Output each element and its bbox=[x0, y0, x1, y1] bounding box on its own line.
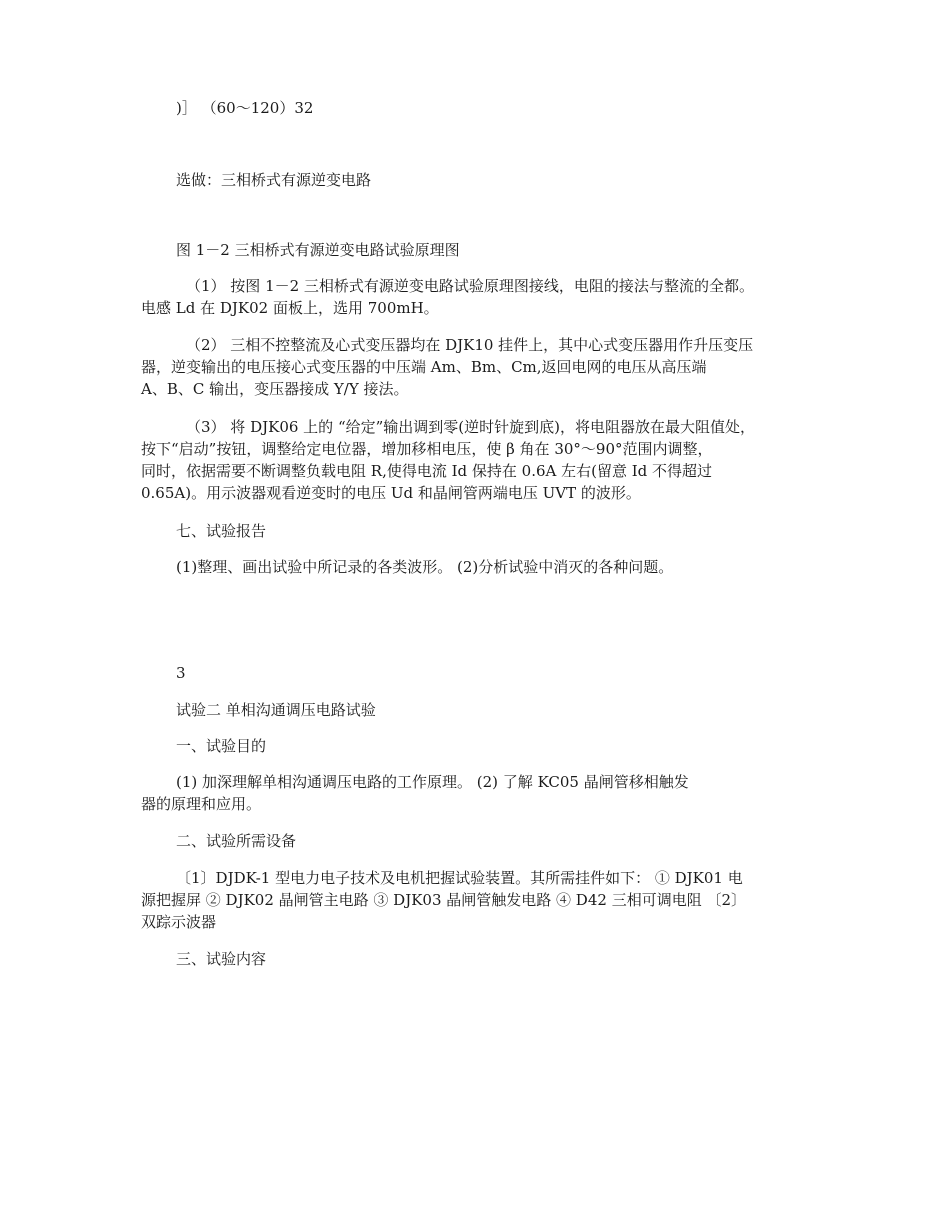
section7-heading: 七、试验报告 bbox=[176, 522, 267, 540]
step3-line1: （3） 将 DJK06 上的 “给定”输出调到零(逆时针旋到底)，将电阻器放在最大阻值处， bbox=[186, 418, 755, 436]
step1-line2: 电感 Ld 在 DJK02 面板上，选用 700mH。 bbox=[141, 299, 439, 317]
step2-line2: 器，逆变输出的电压接心式变压器的中压端 Am、Bm、Cm,返回电网的电压从高压端 bbox=[141, 358, 707, 376]
exp2-section2-line2: 源把握屏 ② DJK02 晶闸管主电路 ③ DJK03 晶闸管触发电路 ④ D42 三相可调电阻 〔2〕 bbox=[141, 891, 747, 909]
step3-line4: 0.65A)。用示波器观看逆变时的电压 Ud 和晶闸管两端电压 UVT 的波形。 bbox=[141, 484, 641, 502]
step3-line3: 同时，依据需要不断调整负载电阻 R,使得电流 Id 保持在 0.6A 左右(留意 Id 不得超过 bbox=[141, 462, 713, 480]
exp2-section2-line1: 〔1〕DJDK-1 型电力电子技术及电机把握试验装置。其所需挂件如下： ① DJK01 电 bbox=[176, 869, 743, 887]
page-number: 3 bbox=[176, 664, 186, 682]
ranges-line: )］ （60～120）32 bbox=[176, 99, 314, 117]
exp2-section3-heading: 三、试验内容 bbox=[176, 950, 267, 968]
optional-title: 选做：三相桥式有源逆变电路 bbox=[176, 171, 372, 189]
step2-line3: A、B、C 输出，变压器接成 Y/Y 接法。 bbox=[141, 380, 409, 398]
exp2-section1-line1: (1) 加深理解单相沟通调压电路的工作原理。 (2) 了解 KC05 晶闸管移相触发 bbox=[176, 773, 689, 791]
exp2-section1-heading: 一、试验目的 bbox=[176, 737, 267, 755]
exp2-section1-line2: 器的原理和应用。 bbox=[141, 795, 262, 813]
exp2-section2-heading: 二、试验所需设备 bbox=[176, 832, 297, 850]
exp2-title: 试验二 单相沟通调压电路试验 bbox=[176, 701, 376, 719]
step2-line1: （2） 三相不控整流及心式变压器均在 DJK10 挂件上，其中心式变压器用作升压变压 bbox=[186, 336, 754, 354]
step3-line2: 按下“启动”按钮，调整给定电位器，增加移相电压，使 β 角在 30°～90°范围内调整， bbox=[141, 440, 713, 458]
section7-body: (1)整理、画出试验中所记录的各类波形。 (2)分析试验中消灭的各种问题。 bbox=[176, 558, 674, 576]
figure-caption: 图 1－2 三相桥式有源逆变电路试验原理图 bbox=[176, 241, 460, 259]
step1-line1: （1） 按图 1－2 三相桥式有源逆变电路试验原理图接线，电阻的接法与整流的全都。 bbox=[186, 277, 754, 295]
exp2-section2-line3: 双踪示波器 bbox=[141, 913, 217, 931]
